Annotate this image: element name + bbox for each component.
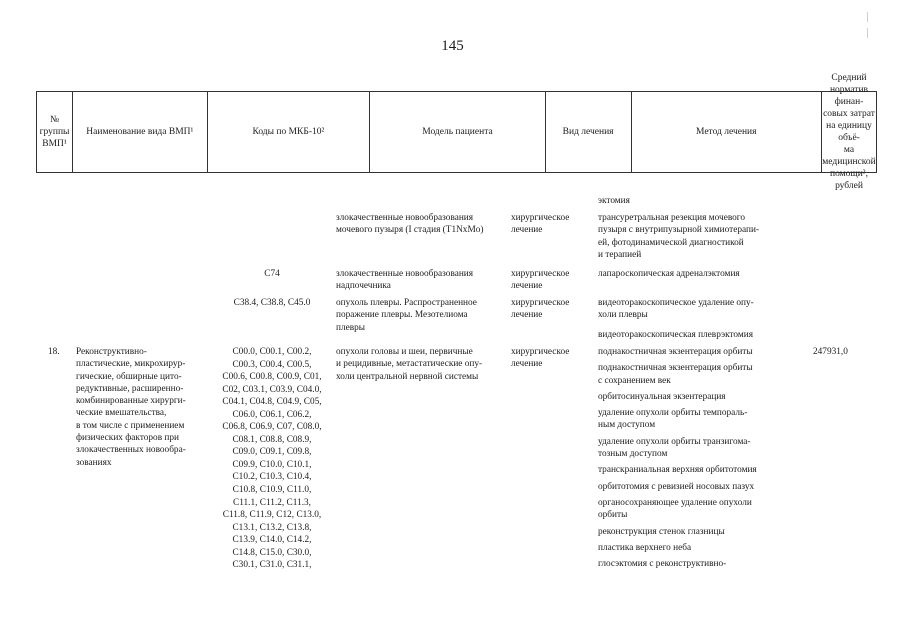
- patient-model-cell: опухоль плевры. Распространенное поражение плевры. Мезотелиома плевры: [336, 298, 477, 333]
- patient-model-cell: опухоли головы и шеи, первичные и рецидивные, метастатические опу- холи центральной нервной системы: [336, 347, 483, 382]
- average-cost-cell: 247931,0: [813, 347, 848, 357]
- treatment-type-cell: хирургическое лечение: [511, 213, 570, 236]
- patient-model-cell: злокачественные новообразования мочевого пузыря (I стадия (T1NxMo): [336, 213, 484, 236]
- icd-codes-cell: С74: [264, 269, 280, 279]
- method-item: органосохраняющее удаление опухоли орбиты: [598, 497, 752, 521]
- icd-codes-cell: С00.0, С00.1, С00.2, С00.3, С00.4, С00.5, С00.6, С00.8, С00.9, С01, С02, С03.1, С03.9, С04.0, С04.1, С04.8, С04.9, С05, С06.0, С06.1, С06.2, С06.8, С06.9, С07, С08.0, С08.1, С08.8, С08.9, С09.0, С09.1, С09.8, С09.9, С10.0, С10.1, С10.2, С10.3, С10.4, С10.8, С10.9, С11.0, С11.1, С11.2, С11.3, С11.8, С11.9, С12, С13.0, С13.1, С13.2, С13.8, С13.9, С14.0, С14.2, С14.8, С15.0, С30.0, С30.1, С31.0, С31.1,: [222, 347, 322, 571]
- method-list: [598, 346, 757, 574]
- header-group-number: № группы ВМП¹: [37, 92, 73, 172]
- method-item: поднакостничная экзентерация орбиты с сохранением век: [598, 363, 753, 386]
- scan-mark: [867, 28, 868, 38]
- treatment-type-cell: хирургическое лечение: [511, 347, 570, 370]
- header-icd-codes: Коды по МКБ-10²: [208, 92, 371, 172]
- page-number: 145: [441, 38, 464, 54]
- header-vmp-name: Наименование вида ВМП¹: [73, 92, 208, 172]
- header-treatment-type: Вид лечения: [546, 92, 632, 172]
- header-treatment-method: Метод лечения: [632, 92, 822, 172]
- scan-mark: [867, 12, 868, 22]
- method-cell: эктомия: [598, 196, 630, 206]
- method-item: удаление опухоли орбиты темпораль- ным доступом: [598, 408, 748, 431]
- vmp-name-cell: Реконструктивно- пластические, микрохирур- гические, обширные цито- редуктивные, расширенно- комбинированные хирурги- ческие вмешательства, в том числе с применением физических факторов при злокачественных новообра- зованиях: [76, 347, 186, 468]
- method-cell: видеоторакоскопическая плеврэктомия: [598, 330, 754, 340]
- method-item: пластика верхнего неба: [598, 542, 692, 553]
- method-item: поднакостничная экзентерация орбиты: [598, 347, 753, 357]
- header-average-cost: Средний норматив финан- совых затрат на единицу объё- ма медицинской помощи³, рублей: [822, 73, 876, 191]
- icd-codes-cell: С38.4, С38.8, С45.0: [233, 298, 311, 308]
- patient-model-cell: злокачественные новообразования надпочечника: [336, 269, 474, 292]
- method-cell: лапароскопическая адреналэктомия: [598, 269, 740, 279]
- treatment-type-cell: хирургическое лечение: [511, 269, 570, 292]
- group-number-cell: 18.: [48, 347, 60, 357]
- method-item: реконструкция стенок глазницы: [598, 526, 725, 537]
- method-cell: трансуретральная резекция мочевого пузыря с внутрипузырной химиотерапи- ей, фотодинамической диагностикой и терапией: [598, 213, 760, 260]
- method-item: удаление опухоли орбиты транзигома- тозным доступом: [598, 436, 751, 460]
- method-cell: видеоторакоскопическое удаление опу- холи плевры: [598, 298, 754, 321]
- method-item: орбитосинуальная экзентерация: [598, 391, 726, 402]
- method-item: орбитотомия с ревизией носовых пазух: [598, 481, 755, 492]
- treatment-type-cell: хирургическое лечение: [511, 298, 570, 321]
- method-item: глосэктомия с реконструктивно-: [598, 559, 727, 570]
- method-item: транскраниальная верхняя орбитотомия: [598, 465, 757, 476]
- table-header: [36, 73, 877, 191]
- header-patient-model: Модель пациента: [370, 92, 546, 172]
